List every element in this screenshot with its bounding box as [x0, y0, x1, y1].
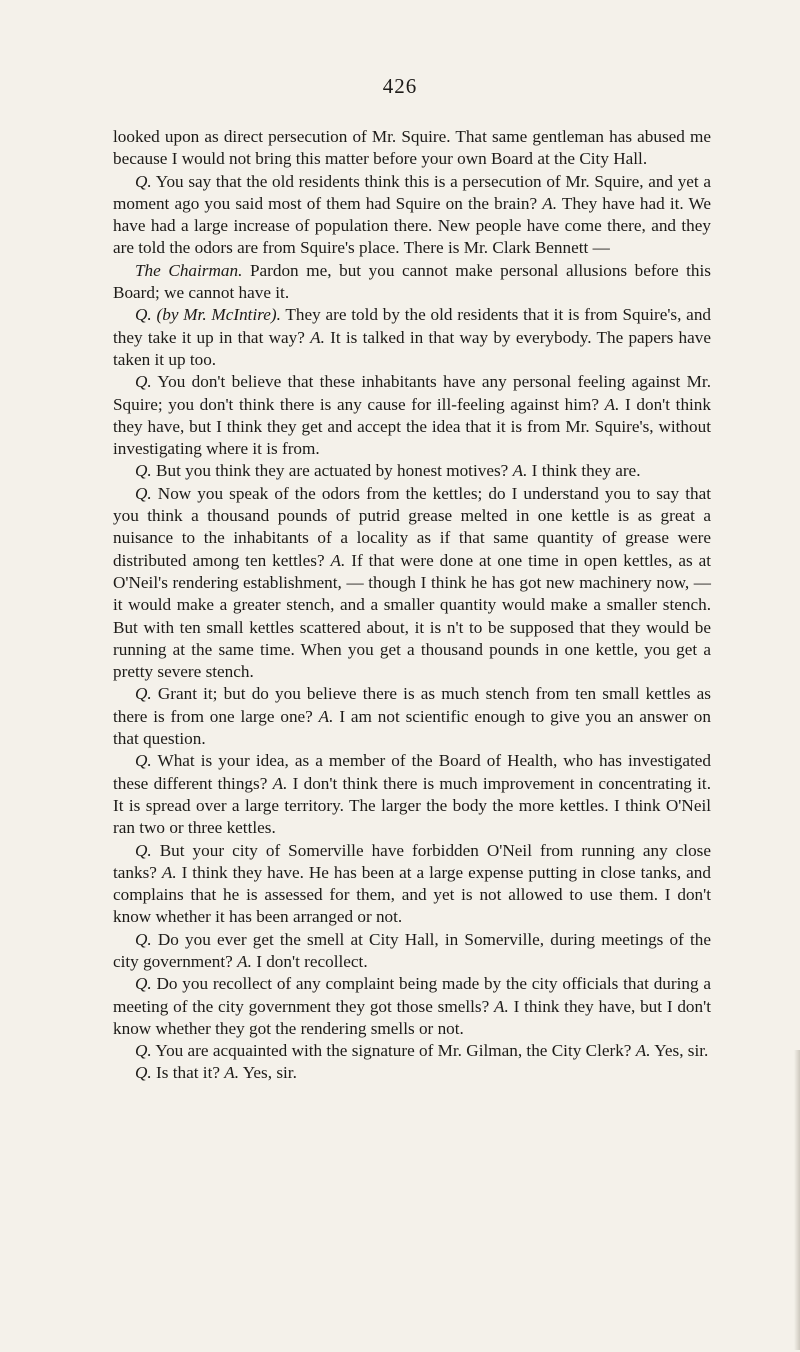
question-text: Do you ever get the smell at City Hall, in Somerville, during meetings of the city government? [113, 929, 711, 971]
answer-label: A. [604, 394, 620, 414]
paragraph-text: looked upon as direct persecution of Mr. Squire. That same gentleman has abused me because I would not bring this matter before your own Board at the City Hall. [113, 127, 711, 169]
answer-label: A. [272, 773, 288, 793]
answer-label: A. [224, 1063, 240, 1083]
paragraph [113, 1062, 711, 1084]
answer-label: A. [161, 862, 177, 882]
answer-text: I think they have, but I don't know whether they got the rendering smells or not. [113, 996, 711, 1038]
question-label: Q. [135, 840, 152, 860]
question-text: Now you speak of the odors from the kettles; do I understand you to say that you think a thousand pounds of putrid grease melted in one kettle is as great a nuisance to the inhabitants of a locality as if that same quantity of grease were distributed among ten kettles? [113, 483, 711, 570]
question-label: Q. [135, 305, 152, 325]
question-text: But you think they are actuated by honest motives? [151, 461, 513, 481]
answer-label: A. [318, 706, 334, 726]
answer-text: Yes, sir. [650, 1041, 709, 1061]
question-text: Do you recollect of any complaint being made by the city officials that during a meeting of the city government they got those smells? [113, 974, 711, 1016]
paragraph [113, 126, 711, 171]
document-body [113, 126, 711, 1085]
answer-label: A. [635, 1041, 651, 1061]
question-label: Q. [135, 974, 152, 994]
question-label: Q. [135, 171, 152, 191]
paragraph [113, 260, 711, 305]
answer-text: If that were done at one time in open kettles, as at O'Neil's rendering establishment, — though I think he has got new machinery now, — it would make a greater stench, and a smaller quantity would make a smaller stench. But with ten small kettles scattered about, it is n't to be supposed that they would be running at the same time. When you get a thousand pounds in one kettle, you get a pretty severe stench. [113, 550, 711, 682]
question-label: Q. [135, 684, 152, 704]
paragraph [113, 483, 711, 684]
answer-text: I don't recollect. [251, 951, 368, 971]
page-number: 426 [382, 74, 418, 98]
paragraph [113, 460, 711, 482]
question-label: Q. [135, 461, 152, 481]
paragraph [113, 371, 711, 460]
paragraph [113, 171, 711, 260]
question-note: (by Mr. McIntire). [156, 305, 281, 325]
page-edge-shadow [794, 1050, 800, 1350]
question-label: Q. [135, 1063, 152, 1083]
question-label: Q. [135, 751, 152, 771]
answer-text: They have had it. We have had a large increase of population there. New people have come there, and they are told the odors are from Squire's place. There is Mr. Clark Bennett — [113, 193, 711, 258]
question-text: What is your idea, as a member of the Board of Health, who has investigated these different things? [113, 751, 711, 793]
answer-label: A. [512, 461, 528, 481]
question-text: Grant it; but do you believe there is as much stench from ten small kettles as there is from one large one? [113, 684, 711, 726]
paragraph [113, 840, 711, 929]
question-text: They are told by the old residents that it is from Squire's, and they take it up in that way? [113, 305, 712, 347]
answer-label: A. [330, 550, 346, 570]
question-label: Q. [135, 929, 152, 949]
paragraph [113, 1040, 711, 1062]
answer-label: A. [237, 951, 252, 971]
paragraph [113, 929, 711, 974]
answer-text: I don't think they have, but I think they get and accept the idea that it is from Mr. Squire's, without investigating where it is from. [113, 394, 711, 459]
speaker-text: Pardon me, but you cannot make personal allusions before this Board; we cannot have it. [113, 260, 711, 303]
question-text: But your city of Somerville have forbidden O'Neil from running any close tanks? [113, 840, 711, 882]
answer-text: Yes, sir. [239, 1063, 297, 1083]
answer-label: A. [310, 327, 325, 347]
question-label: Q. [135, 483, 152, 503]
paragraph [113, 750, 711, 839]
answer-text: I don't think there is much improvement in concentrating it. It is spread over a large territory. The larger the body the more kettles. I think O'Neil ran two or three kettles. [113, 773, 711, 838]
question-label: Q. [135, 372, 152, 392]
answer-label: A. [493, 996, 509, 1016]
answer-text: It is talked in that way by everybody. The papers have taken it up too. [113, 327, 711, 369]
question-text: You say that the old residents think this is a persecution of Mr. Squire, and yet a moment ago you said most of them had Squire on the brain? [113, 171, 711, 213]
answer-label: A. [542, 193, 558, 213]
answer-text: I am not scientific enough to give you an answer on that question. [113, 706, 711, 749]
paragraph [113, 683, 711, 750]
speaker-label: The Chairman. [135, 260, 243, 280]
question-text: You don't believe that these inhabitants have any personal feeling against Mr. Squire; you don't think there is any cause for ill-feeling against him? [113, 372, 711, 414]
question-text: Is that it? [151, 1063, 225, 1083]
answer-text: I think they are. [527, 461, 641, 481]
paragraph [113, 973, 711, 1040]
question-text: You are acquainted with the signature of Mr. Gilman, the City Clerk? [151, 1041, 636, 1061]
answer-text: I think they have. He has been at a large expense putting in close tanks, and complains that he is assessed for them, and yet is not allowed to use them. I don't know whether it has been arranged or not. [113, 862, 711, 927]
question-label: Q. [135, 1041, 152, 1061]
paragraph [113, 304, 711, 371]
